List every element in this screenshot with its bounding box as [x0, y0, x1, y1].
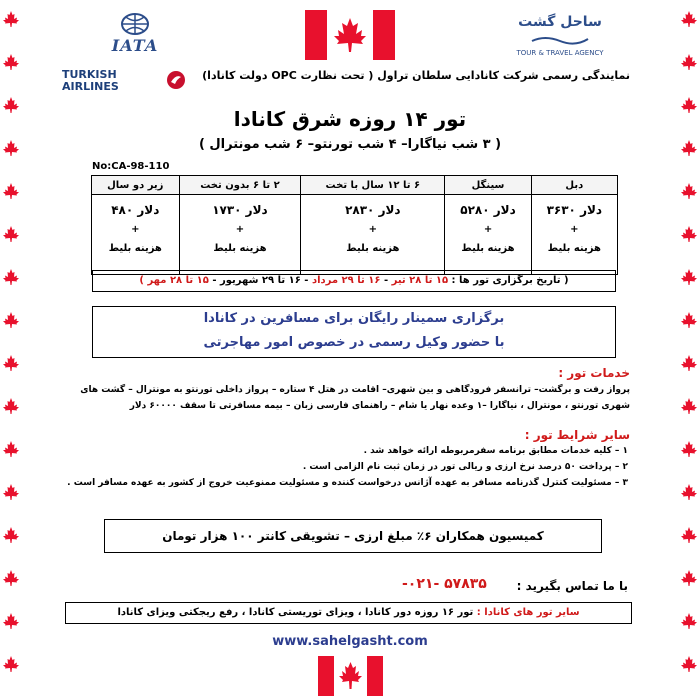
date-sep: - [380, 275, 392, 286]
iata-label: IATA [111, 36, 159, 55]
price-cell [92, 195, 180, 275]
ticket-cost: هزینه بلیط [108, 243, 162, 254]
turkish-airlines-logo-icon [166, 70, 186, 90]
plus-sign: + [570, 224, 579, 235]
left-leaf-border [0, 0, 22, 700]
price-value: ۵۲۸۰ دلار [460, 203, 516, 217]
condition-item: ۱ – کلیه خدمات مطابق برنامه سفرمربوطه ارائه خواهد شد . [363, 446, 628, 456]
maple-leaf-icon [2, 311, 20, 329]
price-col-header: ۲ تا ۶ بدون تخت [179, 176, 301, 195]
price-col-header: دبل [531, 176, 617, 195]
date-sep: - [208, 275, 220, 286]
plus-sign: + [483, 224, 493, 235]
other-tours-box [65, 602, 632, 624]
maple-leaf-icon [680, 526, 698, 544]
services-line2: شهری تورنتو ، مونترال ، نیاگارا –۱ وعده نهار یا شام – راهنمای فارسی زبان – بیمه مسافرتی تا سقف ۶۰۰۰۰ دلار [129, 401, 630, 411]
services-line1: پرواز رفت و برگشت– ترانسفر فرودگاهی و بین شهری– اقامت در هتل ۴ ستاره – پرواز داخلی تورنتو به مونترال – گشت های [80, 385, 630, 395]
agency-logo-fa: ساحل گشت [518, 14, 602, 30]
price-value: ۴۸۰ دلار [111, 203, 160, 217]
price-value: ۲۸۳۰ دلار [345, 203, 401, 217]
maple-leaf-icon [680, 397, 698, 415]
seminar-line2: با حضور وکیل رسمی در خصوص امور مهاجرتی [203, 335, 505, 350]
maple-leaf-icon [2, 569, 20, 587]
price-cell [531, 195, 617, 275]
contact-label: با ما تماس بگیرید : [516, 579, 628, 593]
maple-leaf-icon [680, 612, 698, 630]
agency-line: نمایندگی رسمی شرکت کانادایی سلطان تراول ( تحت نظارت OPC دولت کانادا) [202, 69, 630, 82]
dates-label: ( تاریخ برگزاری تور ها : [451, 275, 569, 286]
website-link[interactable]: www.sahelgasht.com [272, 634, 428, 649]
date-item: ۱۶ تا ۲۹ مرداد [311, 275, 381, 286]
date-item: ۱۶ تا ۲۹ شهریور [219, 275, 301, 286]
maple-leaf-icon [680, 440, 698, 458]
turkish-line2: AIRLINES [62, 80, 119, 93]
maple-leaf-icon [2, 612, 20, 630]
price-value: ۳۶۳۰ دلار [546, 203, 603, 217]
maple-leaf-icon [2, 483, 20, 501]
maple-leaf-icon [680, 53, 698, 71]
condition-item: ۳ – مسئولیت کنترل گذرنامه مسافر به عهده آژانس درخواست کننده و مسئولیت ممنوعیت خروج از کشور به عهده مسافر است . [67, 478, 628, 488]
agency-logo-en: TOUR & TRAVEL AGENCY [516, 49, 604, 57]
tour-code: No:CA-98-110 [92, 161, 170, 172]
ticket-cost: هزینه بلیط [346, 243, 400, 254]
plus-sign: + [368, 224, 378, 235]
canada-flag-icon [318, 656, 383, 696]
wave-icon [530, 35, 590, 45]
ticket-cost: هزینه بلیط [547, 243, 601, 254]
turkish-airlines-logo [62, 68, 192, 94]
turkish-line1: TURKISH [62, 68, 117, 81]
other-tours-text: تور ۱۶ روزه دور کانادا ، ویزای توریستی کانادا ، رفع ریجکتی ویزای کانادا [117, 607, 474, 618]
iata-globe-icon [120, 12, 150, 36]
conditions-heading: سایر شرایط تور : [524, 428, 630, 442]
condition-item: ۲ – پرداخت ۵۰ درصد نرخ ارزی و ریالی تور در زمان ثبت نام الزامی است . [302, 462, 628, 472]
maple-leaf-icon [2, 526, 20, 544]
price-value: ۱۷۳۰ دلار [212, 203, 268, 217]
tour-dates [92, 270, 616, 292]
maple-leaf-icon [680, 354, 698, 372]
page-subtitle: ( ۳ شب نیاگارا– ۴ شب تورنتو– ۶ شب مونترال ) [198, 137, 502, 152]
maple-leaf-icon [680, 268, 698, 286]
date-item: ۱۵ تا ۲۸ مهر ) [139, 275, 209, 286]
price-cell [301, 195, 445, 275]
seminar-line1: برگزاری سمینار رایگان برای مسافرین در کانادا [203, 311, 505, 326]
price-value-row [92, 195, 618, 275]
ticket-cost: هزینه بلیط [213, 243, 267, 254]
maple-leaf-icon [680, 182, 698, 200]
maple-leaf-icon [680, 311, 698, 329]
maple-leaf-icon [2, 53, 20, 71]
maple-leaf-icon [680, 483, 698, 501]
price-col-header: ۶ تا ۱۲ سال با تخت [301, 176, 445, 195]
maple-leaf-icon [2, 182, 20, 200]
maple-leaf-icon [2, 397, 20, 415]
price-table [91, 175, 618, 275]
right-leaf-border [678, 0, 700, 700]
price-col-header: سینگل [445, 176, 531, 195]
agency-logo [505, 14, 615, 60]
maple-leaf-icon [680, 225, 698, 243]
maple-leaf-icon [2, 655, 20, 673]
date-item: ۱۵ تا ۲۸ تیر [391, 275, 449, 286]
ticket-cost: هزینه بلیط [461, 243, 515, 254]
seminar-box [92, 306, 616, 358]
iata-logo [95, 12, 175, 60]
plus-sign: + [235, 224, 245, 235]
page-title: تور ۱۴ روزه شرق کانادا [233, 107, 467, 131]
other-tours-label: سایر تور های کانادا : [476, 607, 580, 618]
price-cell [445, 195, 531, 275]
maple-leaf-icon [2, 268, 20, 286]
maple-leaf-icon [680, 569, 698, 587]
maple-leaf-icon [680, 10, 698, 28]
price-col-header: زیر دو سال [92, 176, 180, 195]
maple-leaf-icon [2, 225, 20, 243]
maple-leaf-icon [2, 440, 20, 458]
date-sep: - [300, 275, 312, 286]
plus-sign: + [131, 224, 140, 235]
price-header-row [92, 176, 618, 195]
canada-flag-icon [305, 10, 395, 60]
commission-box: کمیسیون همکاران ۶٪ مبلغ ارزی – تشویقی کانتر ۱۰۰ هزار تومان [104, 519, 602, 553]
maple-leaf-icon [680, 655, 698, 673]
maple-leaf-icon [2, 10, 20, 28]
maple-leaf-icon [2, 354, 20, 372]
services-heading: خدمات تور : [558, 366, 630, 380]
contact-phone[interactable]: -۰۲۱- ۵۷۸۳۵ [402, 576, 487, 592]
services-text [60, 382, 630, 414]
price-cell [179, 195, 301, 275]
